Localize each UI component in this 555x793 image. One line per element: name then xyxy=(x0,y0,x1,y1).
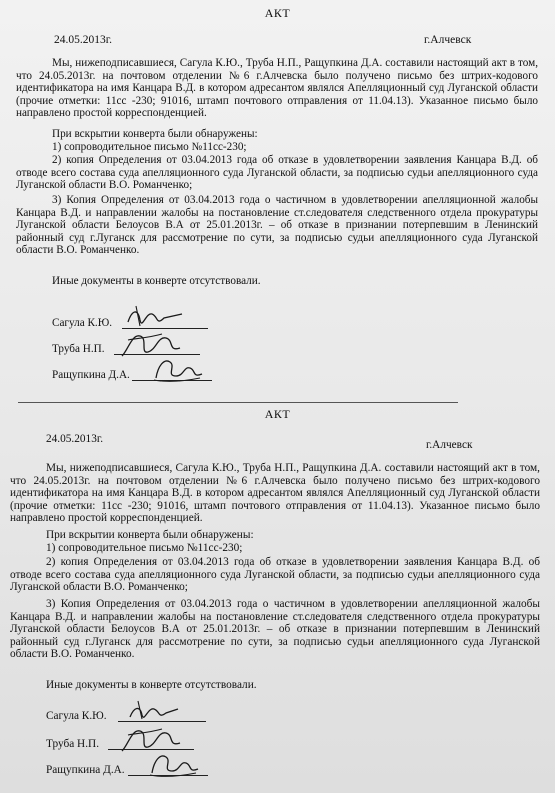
signatory-label-truba: Труба Н.П. xyxy=(46,738,100,750)
signatory-label-rashchupkina: Ращупкина Д.А. xyxy=(52,369,130,381)
act-city: г.Алчевск xyxy=(424,34,472,46)
cut-line-divider xyxy=(18,402,458,403)
act-item-3: 3) Копия Определения от 03.04.2013 года о частичном в удовлетворении апелляционной жалобы Канцара В.Д. и направлении жалобы на постановление ст.следователя следственного отдела прокуратуры Луганской области Белоусов В.А от 25.01.2013г. – об отказе в признании потерпевшим в Ленинский районный суд г.Луганск для рассмотрение по сути, за подписью судьи апелляционного суда Луганской области В.О. Романченко. xyxy=(10,598,540,661)
act-opening-line: При вскрытии конверта были обнаружены: xyxy=(46,529,254,541)
act-item-2: 2) копия Определения от 03.04.2013 года об отказе в удовлетворении заявления Канцара В.Д. об отводе всего состава суда апелляционного суда Луганской области, за подписью судьи апелляционного суда Луганской области В.О. Романченко; xyxy=(16,154,538,192)
act-title: АКТ xyxy=(264,407,291,421)
signatory-label-rashchupkina: Ращупкина Д.А. xyxy=(46,764,125,776)
handwritten-signature xyxy=(150,352,210,386)
handwritten-signature xyxy=(146,747,206,781)
act-date: 24.05.2013г. xyxy=(54,34,113,46)
act-closing-line: Иные документы в конверте отсутствовали. xyxy=(52,275,261,287)
act-date: 24.05.2013г. xyxy=(46,433,104,445)
act-title: АКТ xyxy=(264,6,291,20)
signatory-label-truba: Труба Н.П. xyxy=(52,343,105,355)
act-opening-line: При вскрытии конверта были обнаружены: xyxy=(52,128,258,140)
act-intro-paragraph: Мы, нижеподписавшиеся, Сагула К.Ю., Труба Н.П., Ращупкина Д.А. составили настоящий акт в том, что 24.05.2013г. на почтовом отделении №6 г.Алчевска было получено письмо без штрих-кодового идентификатора на имя Канцара В.Д. в котором адресантом являлся Апелляционный суд Луганской области (прочие отметки: 11сс -230; 91016, штамп почтового отправления от 11.04.13). Указанное письмо было направлено простой корреспонденцией. xyxy=(16,57,538,120)
signatory-label-sagula: Сагула К.Ю. xyxy=(46,710,107,722)
act-closing-line: Иные документы в конверте отсутствовали. xyxy=(46,679,257,691)
act-item-1: 1) сопроводительное письмо №11сс-230; xyxy=(46,542,243,554)
act-item-2: 2) копия Определения от 03.04.2013 года об отказе в удовлетворении заявления Канцара В.Д. об отводе всего состава суда апелляционного суда Луганской области, за подписью судьи апелляционного суда Луганской области В.О. Романченко; xyxy=(10,556,540,594)
act-item-3: 3) Копия Определения от 03.04.2013 года о частичном в удовлетворении апелляционной жалобы Канцара В.Д. и направлении жалобы на постановление ст.следователя следственного отдела прокуратуры Луганской области Белоусов В.А от 25.01.2013г. – об отказе в признании потерпевшим в Ленинский районный суд г.Луганск для рассмотрение по сути, за подписью судьи апелляционного суда Луганской области В.О. Романченко. xyxy=(16,194,538,257)
act-intro-paragraph: Мы, нижеподписавшиеся, Сагула К.Ю., Труба Н.П., Ращупкина Д.А. составили настоящий акт в том, что 24.05.2013г. на почтовом отделении №6 г.Алчевска было получено письмо без штрих-кодового идентификатора на имя Канцара В.Д. в котором адресантом являлся Апелляционный суд Луганской области (прочие отметки: 11сс -230; 91016, штамп почтового отправления от 11.04.13). Указанное письмо было направлено простой корреспонденцией. xyxy=(10,462,540,525)
act-item-1: 1) сопроводительное письмо №11сс-230; xyxy=(52,141,247,153)
act-city: г.Алчевск xyxy=(426,439,473,451)
signatory-label-sagula: Сагула К.Ю. xyxy=(52,317,113,329)
